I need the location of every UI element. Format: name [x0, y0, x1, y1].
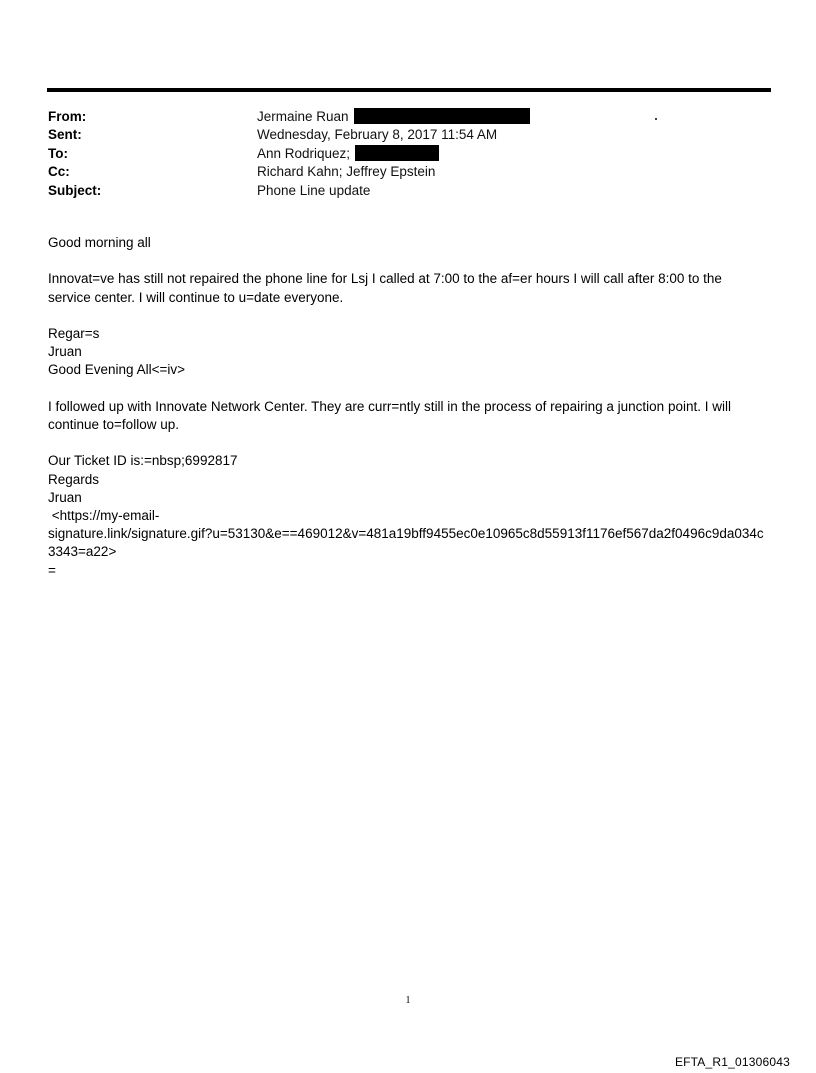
sent-value: Wednesday, February 8, 2017 11:54 AM [257, 127, 498, 143]
bates-number: EFTA_R1_01306043 [674, 1055, 790, 1069]
from-label: From: [48, 109, 87, 124]
stray-mark [655, 118, 657, 120]
from-value [257, 108, 530, 126]
signature-line: Regards [48, 471, 100, 487]
cc-value: Richard Kahn; Jeffrey Epstein [257, 164, 436, 180]
paragraph-line: Innovat=ve has still not repaired the phone line for Lsj I called at 7:00 to the af=er hours I will call after 8:00 to the [48, 271, 722, 287]
signature-line: Good Evening All<=iv> [48, 362, 185, 378]
paragraph-line: continue to=follow up. [48, 416, 179, 432]
paragraph-line: service center. I will continue to u=date everyone. [48, 289, 344, 305]
subject-row [48, 182, 768, 200]
subject-label: Subject: [48, 182, 102, 198]
to-value [257, 145, 439, 163]
redaction-box [354, 108, 530, 124]
sent-row [48, 126, 768, 144]
sent-label: Sent: [48, 127, 82, 143]
from-row [48, 108, 768, 126]
signature-line: Regar=s [48, 325, 100, 341]
header-top-rule [47, 88, 771, 92]
signature-link-line: signature.link/signature.gif?u=53130&e==469012&v=481a19bff9455ec0e10965c8d55913f1176ef567da2f0496c9da034c [48, 526, 764, 542]
ticket-line: Our Ticket ID is:=nbsp;6992817 [48, 453, 238, 469]
email-header [48, 108, 768, 200]
signature-link-line: 3343=a22> [48, 544, 117, 560]
cc-label: Cc: [48, 164, 70, 180]
to-row [48, 145, 768, 163]
page-number: 1 [405, 995, 411, 1006]
end-line: = [48, 562, 56, 578]
to-label: To: [48, 145, 68, 161]
signature-line: Jruan [48, 489, 82, 505]
email-body [48, 234, 772, 580]
paragraph-line: I followed up with Innovate Network Center. They are curr=ntly still in the process of repairing a junction point. I will [48, 398, 731, 414]
sender-name: Jermaine Ruan [257, 109, 349, 124]
signature-line: Jruan [48, 344, 82, 360]
greeting: Good morning all [48, 235, 151, 250]
redaction-box [355, 145, 439, 161]
signature-link-line: <https://my-email- [48, 507, 160, 523]
cc-row [48, 163, 768, 181]
recipient-names: Ann Rodriquez; [257, 145, 351, 161]
subject-value: Phone Line update [257, 182, 371, 198]
